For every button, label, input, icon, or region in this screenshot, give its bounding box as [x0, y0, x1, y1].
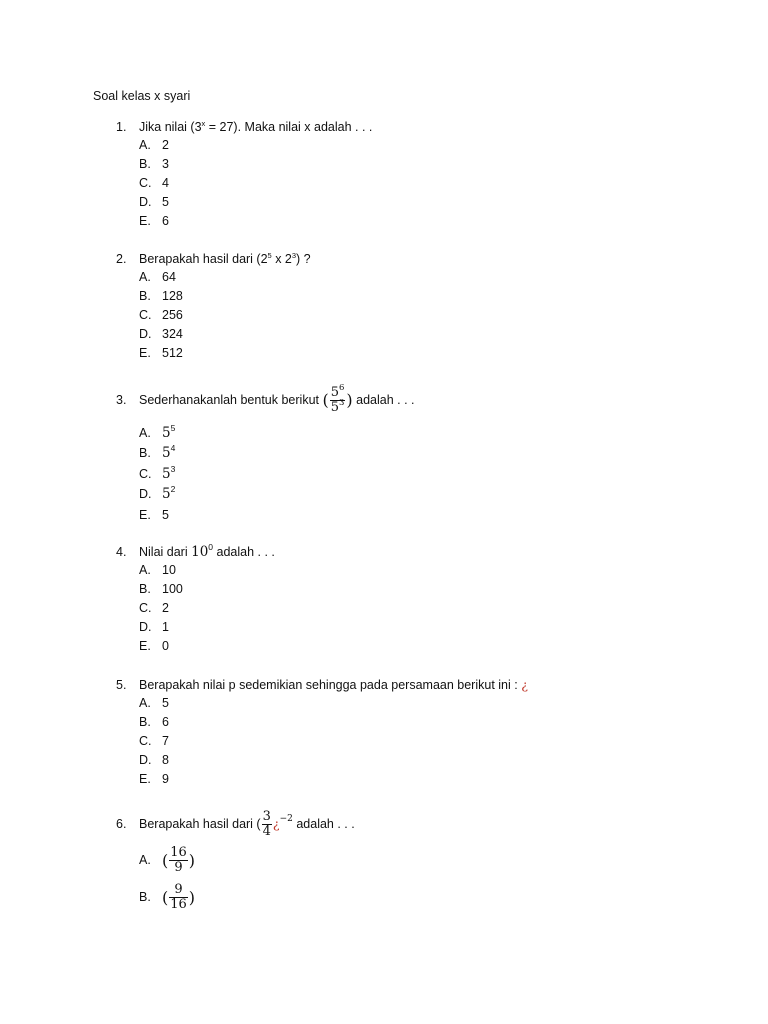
- option-item: D. 1: [139, 619, 169, 634]
- question-6: [116, 806, 355, 916]
- question-2-text: 2. Berapakah hasil dari ($2^5$ x $2^3$) ?: [116, 251, 311, 266]
- options-list: [139, 694, 528, 789]
- option-item: E. 5: [139, 507, 169, 522]
- option-item: B. 128: [139, 288, 183, 303]
- option-item: E. 0: [139, 638, 169, 653]
- options-list: [139, 561, 275, 656]
- exponent: x: [201, 119, 206, 128]
- option-value: 2: [162, 600, 169, 615]
- options-list: [139, 136, 372, 231]
- option-item: A. ( $\frac{16}{9}$ ): [139, 845, 196, 876]
- question-1-text: 1. Jika nilai $(3^x = 27)$. Maka nilai x adalah . . .: [116, 119, 373, 134]
- exponent: 3: [291, 251, 297, 260]
- option-value: 5: [162, 465, 171, 482]
- option-item: B. $5^4$: [139, 443, 176, 462]
- option-value: 6: [162, 213, 169, 228]
- option-value: 5: [162, 424, 171, 441]
- option-item: A. 10: [139, 563, 176, 577]
- option-value: 0: [162, 638, 169, 653]
- option-value: 256: [162, 307, 183, 322]
- question-2: [116, 250, 311, 363]
- option-item: B. 100: [139, 581, 183, 596]
- equation-placeholder-symbol: ¿: [272, 816, 280, 831]
- options-list: [139, 842, 355, 916]
- left-paren: (: [322, 390, 329, 410]
- option-value: 64: [162, 270, 176, 284]
- option-value: 10: [162, 563, 176, 577]
- question-number: 6.: [116, 817, 127, 831]
- option-item: E. 512: [139, 345, 183, 360]
- option-value: 3: [162, 156, 169, 171]
- option-fraction: $\frac{16}{9}$: [170, 845, 187, 876]
- option-value: 5: [162, 507, 169, 522]
- question-4-text: 4. Nilai dari $10^0$ adalah . . .: [116, 542, 275, 560]
- fraction: $\frac{5^6}{5^3}$: [330, 383, 345, 416]
- option-item: B. 6: [139, 714, 169, 729]
- option-value: 7: [162, 733, 169, 748]
- question-5-text: 5. Berapakah nilai p sedemikian sehingga pada persamaan berikut ini : ¿: [116, 677, 528, 692]
- option-value: 5: [162, 486, 171, 503]
- option-fraction: $\frac{9}{16}$: [170, 882, 187, 913]
- option-item: B. ( $\frac{9}{16}$ ): [139, 882, 196, 913]
- question-5: [116, 676, 528, 789]
- option-item: D. $5^2$: [139, 484, 176, 503]
- option-value: 128: [162, 288, 183, 303]
- option-value: 5: [162, 445, 171, 462]
- question-4: [116, 543, 275, 656]
- option-item: C. 256: [139, 307, 183, 322]
- option-value: 1: [162, 619, 169, 634]
- option-value: 324: [162, 326, 183, 341]
- option-value: 512: [162, 345, 183, 360]
- options-list: [139, 268, 311, 363]
- question-number: 4.: [116, 545, 127, 559]
- option-value: 8: [162, 752, 169, 767]
- right-paren: ): [346, 390, 353, 410]
- option-item: D. 324: [139, 326, 183, 341]
- options-list: [139, 423, 415, 526]
- option-item: C. 4: [139, 175, 169, 190]
- option-value: 100: [162, 581, 183, 596]
- equation-placeholder-symbol: ¿: [521, 677, 528, 692]
- option-item: A. 5: [139, 696, 169, 710]
- option-value: 2: [162, 138, 169, 152]
- question-6-text: 6. Berapakah hasil dari ( $\frac{3}{4}$ ¿$^{-2}$ adalah . . .: [116, 806, 355, 842]
- option-item: D. 5: [139, 194, 169, 209]
- question-3-text: 3. Sederhanakanlah bentuk berikut ( $\frac{5^6}{5^3}$ ) adalah . . .: [116, 382, 415, 419]
- option-item: A. 64: [139, 270, 176, 284]
- option-value: 4: [162, 175, 169, 190]
- question-1: [116, 118, 372, 231]
- option-item: A. $5^5$: [139, 422, 176, 441]
- question-3: [116, 382, 415, 525]
- option-item: D. 8: [139, 752, 169, 767]
- exponent: −2: [279, 814, 293, 824]
- exponent: 5: [267, 251, 272, 260]
- option-item: E. 9: [139, 771, 169, 786]
- question-number: 3.: [116, 393, 127, 407]
- option-item: E. 6: [139, 213, 169, 228]
- option-item: C. 7: [139, 733, 169, 748]
- option-item: A. 2: [139, 138, 169, 152]
- option-item: B. 3: [139, 156, 169, 171]
- option-item: C. 2: [139, 600, 169, 615]
- option-value: 5: [162, 194, 169, 209]
- question-number: 1.: [116, 120, 127, 134]
- option-value: 9: [162, 771, 169, 786]
- option-value: 5: [162, 696, 169, 710]
- option-item: C. $5^3$: [139, 463, 176, 482]
- fraction: $\frac{3}{4}$: [262, 809, 271, 840]
- option-value: 6: [162, 714, 169, 729]
- question-number: 5.: [116, 678, 127, 692]
- question-number: 2.: [116, 252, 127, 266]
- document-title: Soal kelas x syari: [93, 89, 191, 103]
